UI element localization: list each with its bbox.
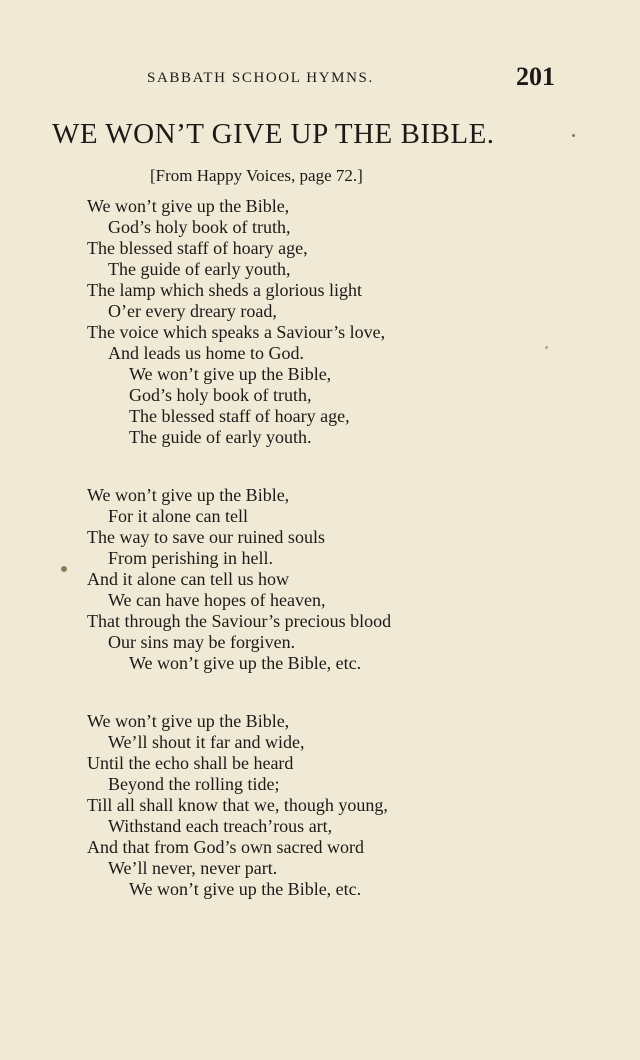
running-head: SABBATH SCHOOL HYMNS.: [147, 70, 374, 86]
verse-line: That through the Saviour’s precious blood: [87, 611, 392, 631]
hymn-title: WE WON’T GIVE UP THE BIBLE.: [52, 118, 495, 150]
verse-line: Until the echo shall be heard: [87, 753, 294, 773]
verse-line: We’ll never, never part.: [108, 858, 278, 878]
verse-line: And it alone can tell us how: [87, 569, 289, 589]
verse-line: Withstand each treach’rous art,: [108, 816, 333, 836]
verse-line: The blessed staff of hoary age,: [87, 238, 308, 258]
verse-line: And leads us home to God.: [108, 343, 304, 363]
chorus-line: We won’t give up the Bible, etc.: [129, 653, 362, 673]
verse-line: Our sins may be forgiven.: [108, 632, 296, 652]
verse-line: O’er every dreary road,: [108, 301, 277, 321]
verse-line: The voice which speaks a Saviour’s love,: [87, 322, 386, 342]
chorus-line: We won’t give up the Bible, etc.: [129, 879, 362, 899]
chorus-line: The blessed staff of hoary age,: [129, 406, 350, 426]
paper-speck: [572, 134, 575, 137]
verse-line: Till all shall know that we, though young,: [87, 795, 388, 815]
page-number: 201: [516, 62, 555, 91]
verse-line: From perishing in hell.: [108, 548, 273, 568]
verse-line: We won’t give up the Bible,: [87, 711, 290, 731]
verse-line: We can have hopes of heaven,: [108, 590, 326, 610]
verse-line: The way to save our ruined souls: [87, 527, 325, 547]
verse-line: The guide of early youth,: [108, 259, 291, 279]
verse-line: We won’t give up the Bible,: [87, 196, 290, 216]
chorus-line: We won’t give up the Bible,: [129, 364, 332, 384]
verse-line: God’s holy book of truth,: [108, 217, 291, 237]
chorus-line: The guide of early youth.: [129, 427, 312, 447]
verse-line: Beyond the rolling tide;: [108, 774, 280, 794]
hymn-source: [From Happy Voices, page 72.]: [150, 166, 363, 185]
paper-speck: [545, 346, 548, 349]
verse-line: For it alone can tell: [108, 506, 248, 526]
paper-speck: [61, 566, 67, 572]
verse-line: We’ll shout it far and wide,: [108, 732, 305, 752]
verse-line: And that from God’s own sacred word: [87, 837, 364, 857]
verse-line: We won’t give up the Bible,: [87, 485, 290, 505]
verse-line: The lamp which sheds a glorious light: [87, 280, 362, 300]
chorus-line: God’s holy book of truth,: [129, 385, 312, 405]
